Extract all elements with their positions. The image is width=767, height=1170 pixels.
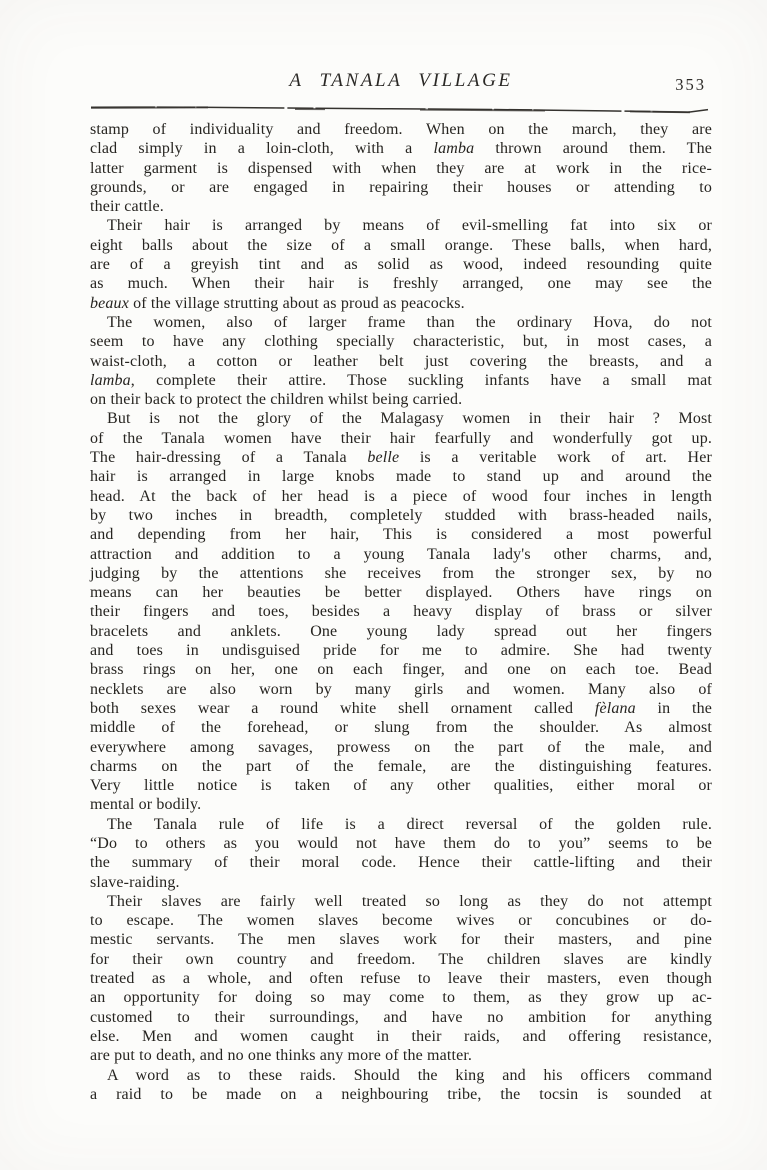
text-line: the summary of their moral code. Hence their cattle-lifting and their — [90, 854, 712, 872]
text-line: their fingers and toes, besides a heavy display of brass or silver — [90, 603, 712, 621]
text-line: bracelets and anklets. One young lady spread out her fingers — [90, 622, 712, 640]
text-line: latter garment is dispensed with when they are at work in the rice- — [90, 159, 712, 177]
text-line: Their hair is arranged by means of evil-smelling fat into six or — [107, 217, 712, 235]
text-line: lamba, complete their attire. Those suckling infants have a small mat — [90, 371, 712, 389]
text-line: eight balls about the size of a small orange. These balls, when hard, — [90, 236, 712, 254]
text-line: to escape. The women slaves become wives or concubines or do- — [90, 912, 712, 930]
paragraph — [90, 216, 712, 312]
text-line: Very little notice is taken of any other qualities, either moral or — [90, 777, 712, 795]
text-line: The hair-dressing of a Tanala belle is a veritable work of art. Her — [90, 449, 712, 467]
text-line: attraction and addition to a young Tanala lady's other charms, and, — [90, 545, 712, 563]
text-line: customed to their surroundings, and have no ambition for anything — [90, 1008, 712, 1026]
text-line: are put to death, and no one thinks any more of the matter. — [90, 1047, 473, 1065]
paragraph — [90, 815, 712, 892]
text-line: everywhere among savages, prowess on the part of the male, and — [90, 738, 712, 756]
text-line: head. At the back of her head is a piece of wood four inches in length — [90, 487, 712, 505]
text-line: necklets are also worn by many girls and women. Many also of — [90, 680, 712, 698]
page-number: 353 — [675, 75, 706, 94]
paragraph — [90, 120, 712, 216]
text-line: seem to have any clothing specially characteristic, but, in most cases, a — [90, 333, 712, 351]
text-line: clad simply in a loin-cloth, with a lamba thrown around them. The — [90, 140, 712, 158]
paragraph — [90, 313, 712, 409]
header-rule — [90, 103, 712, 115]
text-line: brass rings on her, one on each finger, and one on each toe. Bead — [90, 661, 712, 679]
text-line: are of a greyish tint and as solid as wood, indeed resounding quite — [90, 256, 712, 274]
text-line: for their own country and freedom. The children slaves are kindly — [90, 950, 712, 968]
paragraph — [90, 892, 712, 1066]
text-line: their cattle. — [90, 198, 164, 216]
text-line: mental or bodily. — [90, 796, 202, 814]
text-line: on their back to protect the children whilst being carried. — [90, 391, 463, 409]
text-line: beaux of the village strutting about as proud as peacocks. — [90, 294, 465, 312]
text-line: stamp of individuality and freedom. When on the march, they are — [90, 121, 712, 138]
text-line: and depending from her hair, This is considered a most powerful — [90, 526, 712, 544]
text-line: “Do to others as you would not have them do to you” seems to be — [90, 834, 712, 852]
text-line: The women, also of larger frame than the ordinary Hova, do not — [107, 313, 712, 331]
text-line: judging by the attentions she receives from the stronger sex, by no — [90, 564, 712, 582]
text-line: Their slaves are fairly well treated so long as they do not attempt — [107, 892, 712, 910]
text-line: charms on the part of the female, are the distinguishing features. — [90, 757, 712, 775]
text-line: grounds, or are engaged in repairing their houses or attending to — [90, 178, 712, 196]
page-header — [90, 68, 712, 98]
text-line: But is not the glory of the Malagasy women in their hair ? Most — [107, 410, 712, 428]
text-line: by two inches in breadth, completely studded with brass-headed nails, — [90, 506, 712, 524]
text-line: The Tanala rule of life is a direct reversal of the golden rule. — [107, 815, 712, 833]
paragraph — [90, 1066, 712, 1105]
text-line: an opportunity for doing so may come to them, as they grow up ac- — [90, 989, 712, 1007]
text-line: A word as to these raids. Should the king and his officers command — [107, 1066, 712, 1084]
text-line: else. Men and women caught in their raids, and offering resistance, — [90, 1027, 712, 1045]
text-line: both sexes wear a round white shell ornament called fèlana in the — [90, 699, 712, 717]
text-line: mestic servants. The men slaves work for their masters, and pine — [90, 931, 712, 949]
page-body — [90, 120, 712, 1104]
text-line: waist-cloth, a cotton or leather belt just covering the breasts, and a — [90, 352, 712, 370]
text-line: slave-raiding. — [90, 873, 180, 891]
text-line: treated as a whole, and often refuse to leave their masters, even though — [90, 970, 712, 988]
page-content — [90, 68, 712, 1104]
text-line: middle of the forehead, or slung from the shoulder. As almost — [90, 719, 712, 737]
running-header-title: A TANALA VILLAGE — [289, 70, 513, 91]
text-line: and toes in undisguised pride for me to admire. She had twenty — [90, 642, 712, 660]
text-line: a raid to be made on a neighbouring tribe, the tocsin is sounded at — [90, 1085, 712, 1103]
text-line: hair is arranged in large knobs made to stand up and around the — [90, 468, 712, 486]
text-line: as much. When their hair is freshly arranged, one may see the — [90, 275, 712, 293]
text-line: of the Tanala women have their hair fearfully and wonderfully got up. — [90, 429, 712, 447]
paragraph — [90, 409, 712, 814]
text-line: means can her beauties be better displayed. Others have rings on — [90, 584, 712, 602]
